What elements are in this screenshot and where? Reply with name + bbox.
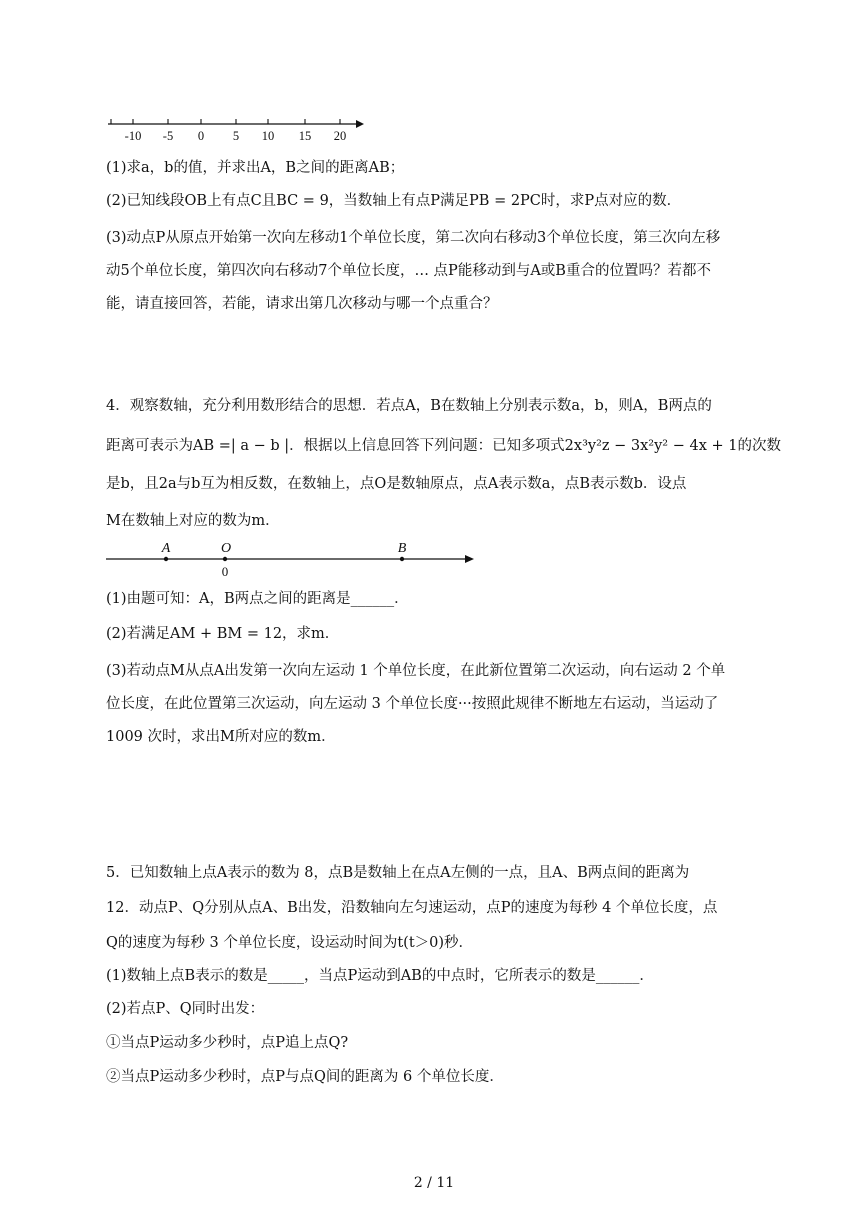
- q4-sub-1: (1)由题可知：A，B两点之间的距离是______．: [106, 591, 409, 607]
- label-b: B: [397, 541, 407, 556]
- q4-line-3: 是b，且2a与b互为相反数，在数轴上，点O是数轴原点，点A表示数a，点B表示数b．设点: [106, 476, 687, 492]
- q4-sub-3-line-1: (3)若动点M从点A出发第一次向左运动 1 个单位长度，在此新位置第二次运动，向右运动 2 个单: [106, 663, 726, 679]
- label-zero: 0: [221, 564, 229, 579]
- point-b: [400, 557, 404, 561]
- label-o: O: [220, 541, 232, 556]
- tick-label: 15: [298, 129, 312, 143]
- tick-label: 0: [197, 129, 205, 143]
- q4-line-2: 距离可表示为AB =| a − b |．根据以上信息回答下列问题：已知多项式2x³y²z − 3x²y² − 4x + 1的次数: [106, 438, 781, 454]
- q5-case-1: ①当点P运动多少秒时，点P追上点Q?: [106, 1035, 349, 1051]
- q3-part-3-line-2: 动5个单位长度，第四次向右移动7个单位长度，… 点P能移动到与A或B重合的位置吗？若都不: [106, 263, 711, 279]
- q4-line-4: M在数轴上对应的数为m．: [106, 513, 280, 529]
- tick-label: 10: [261, 129, 275, 143]
- q3-part-3-line-1: (3)动点P从原点开始第一次向左移动1个单位长度，第二次向右移动3个单位长度，第三次向左移: [106, 230, 721, 246]
- point-o: [223, 557, 227, 561]
- point-a: [164, 557, 168, 561]
- q5-case-2: ②当点P运动多少秒时，点P与点Q间的距离为 6 个单位长度．: [106, 1069, 504, 1085]
- q4-sub-2: (2)若满足AM + BM = 12，求m．: [106, 626, 340, 642]
- tick-label: 20: [333, 129, 347, 143]
- q5-line-1: 5．已知数轴上点A表示的数为 8，点B是数轴上在点A左侧的一点，且A、B两点间的距离为: [106, 865, 690, 881]
- q4-sub-3-line-3: 1009 次时，求出M所对应的数m．: [106, 729, 336, 745]
- q4-sub-3-line-2: 位长度，在此位置第三次运动，向左运动 3 个单位长度···按照此规律不断地左右运动，当运动了: [106, 696, 719, 712]
- tick-label: -10: [124, 129, 142, 143]
- q3-part-1: (1)求a，b的值，并求出A，B之间的距离AB；: [106, 160, 405, 176]
- page-number: 2 / 11: [413, 1175, 455, 1191]
- number-line-2: [100, 538, 480, 580]
- q4-line-1: 4．观察数轴，充分利用数形结合的思想．若点A，B在数轴上分别表示数a，b，则A，B两点的: [106, 398, 712, 414]
- q5-sub-2: (2)若点P、Q同时出发：: [106, 1001, 265, 1017]
- label-a: A: [161, 541, 171, 556]
- number-line-1: [100, 112, 380, 146]
- q5-line-3: Q的速度为每秒 3 个单位长度，设运动时间为t(t＞0)秒．: [106, 935, 474, 951]
- q3-part-3-line-3: 能，请直接回答，若能，请求出第几次移动与哪一个点重合？: [106, 296, 498, 312]
- q5-sub-1: (1)数轴上点B表示的数是_____，当点P运动到AB的中点时，它所表示的数是______．: [106, 968, 654, 984]
- tick-label: 5: [232, 129, 240, 143]
- tick-label: -5: [162, 129, 174, 143]
- q5-line-2: 12．动点P、Q分别从点A、B出发，沿数轴向左匀速运动，点P的速度为每秒 4 个单位长度，点: [106, 900, 718, 916]
- q3-part-2: (2)已知线段OB上有点C且BC = 9，当数轴上有点P满足PB = 2PC时，求P点对应的数．: [106, 193, 682, 209]
